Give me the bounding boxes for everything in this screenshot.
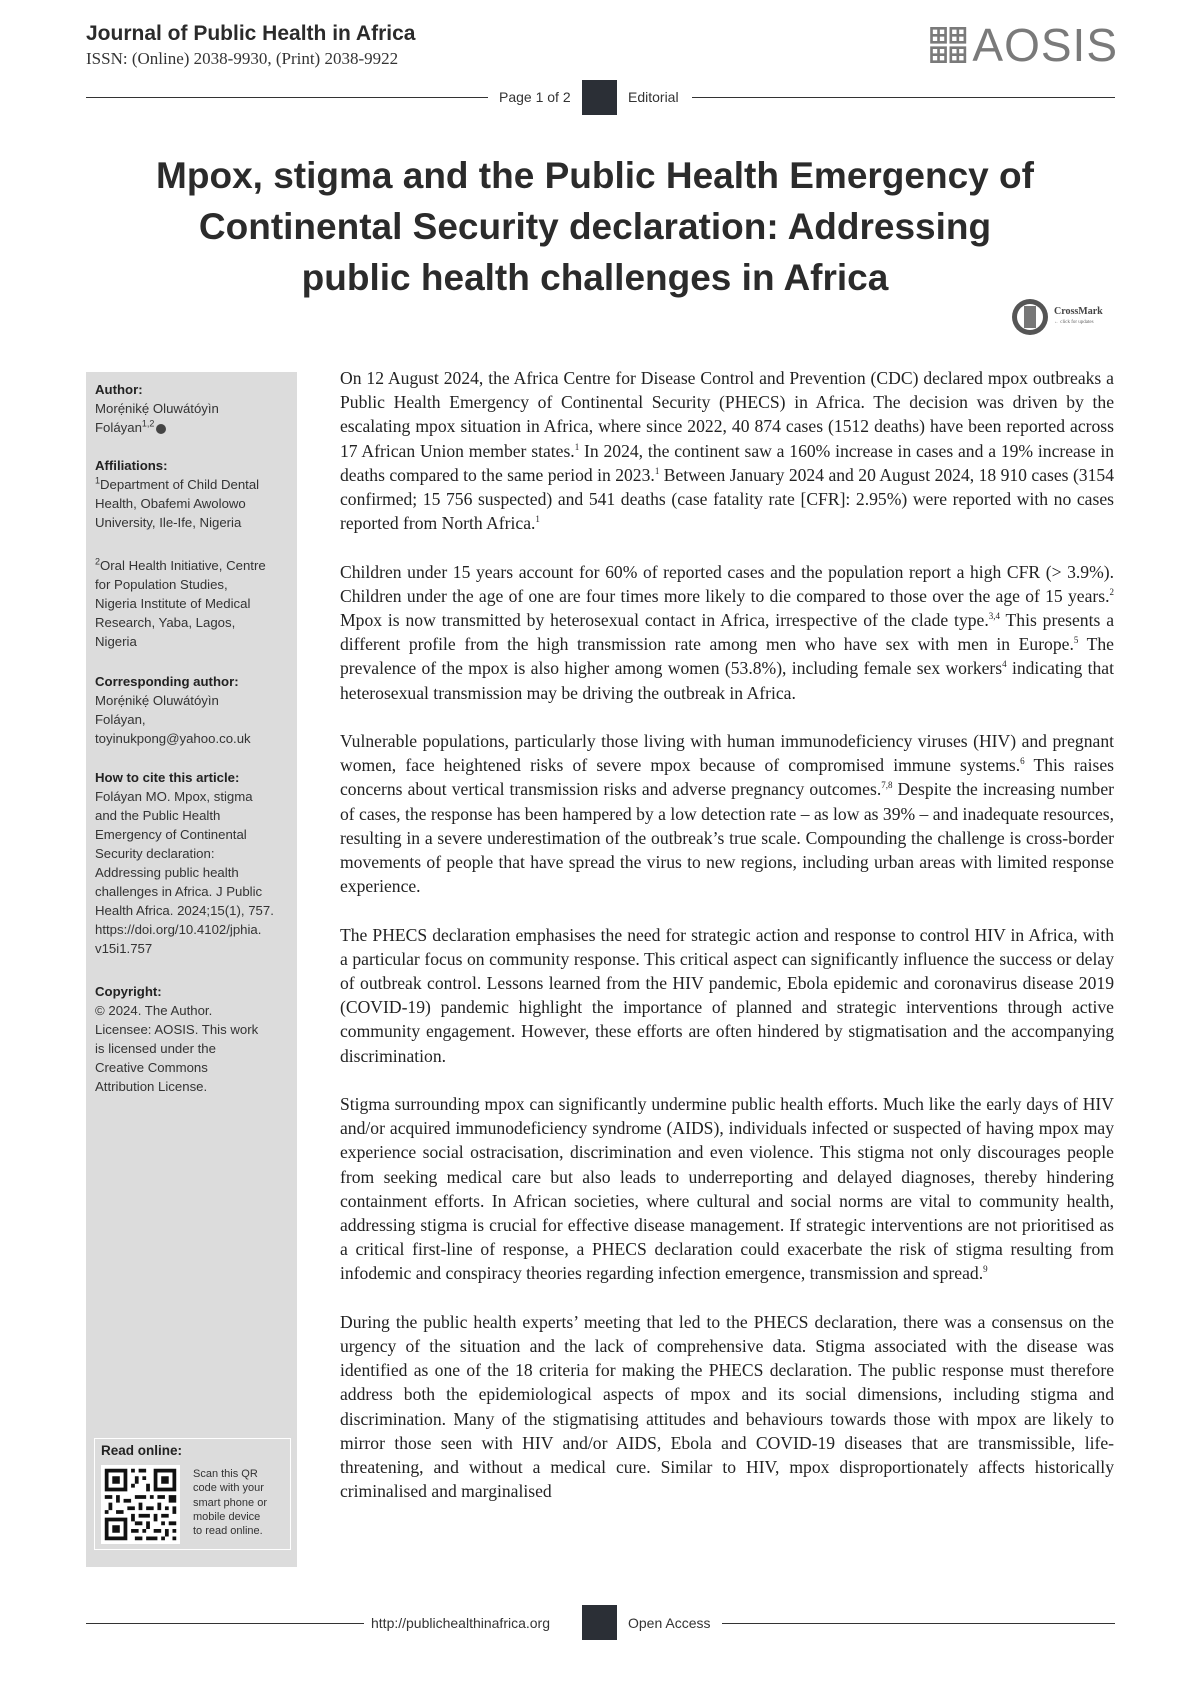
header-rule-right [692, 97, 1115, 98]
orcid-icon[interactable] [156, 424, 166, 434]
affiliation-2-block [95, 556, 295, 651]
crossmark-title: CrossMark [1054, 306, 1103, 317]
affiliation-text: Oral Health Initiative, Centre [100, 558, 266, 573]
citation-line: Health Africa. 2024;15(1), 757. [95, 903, 274, 918]
citation-line: challenges in Africa. J Public [95, 884, 263, 899]
author-block [95, 380, 295, 437]
crossmark-sub: ← click for updates [1054, 320, 1094, 325]
read-online-box [94, 1438, 291, 1550]
corresponding-author-email[interactable]: toyinukpong@yahoo.co.uk [95, 731, 251, 746]
qr-text-line: code with your [193, 1482, 264, 1495]
footer-rule-right [722, 1623, 1115, 1624]
journal-title: Journal of Public Health in Africa [86, 22, 416, 45]
affiliation-line: University, Ile-Ife, Nigeria [95, 515, 242, 530]
qr-code-icon [101, 1465, 180, 1544]
body-paragraph [340, 366, 1114, 535]
citation-line: Security declaration: [95, 846, 215, 861]
copyright-line: Licensee: AOSIS. This work [95, 1022, 259, 1037]
citation-line: Addressing public health [95, 865, 239, 880]
affiliations-heading: Affiliations: [95, 458, 168, 473]
qr-text-line: mobile device [193, 1510, 261, 1523]
doi-link[interactable]: https://doi.org/10.4102/jphia. [95, 922, 262, 937]
qr-text-line: Scan this QR [193, 1468, 258, 1480]
affiliation-line: Nigeria Institute of Medical [95, 596, 251, 611]
doi-link[interactable]: v15i1.757 [95, 941, 153, 956]
body-paragraph: During the public health experts’ meeting that led to the PHECS declaration, there was a consensus on the urgency of the situation and the lack of comprehensive data. Stigma associated with the disease was identified as one of the 18 criteria for making the PHECS declaration. The public response must therefore address both the epidemiological aspects of mpox and its social dimensions, including stigma and discrimination. Many of the stigmatising attitudes and behaviours towards those with mpox are likely to mirror those seen with HIV and/or AIDS, Ebola and COVID-19 diseases that are transmissible, life-threatening, and without a medical cure. Similar to HIV, mpox disproportionately affects historically criminalised and marginalised [340, 1311, 1114, 1502]
footer-rule-left [86, 1623, 364, 1624]
qr-code[interactable] [101, 1465, 180, 1544]
copyright-line: Creative Commons [95, 1060, 208, 1075]
corresponding-author-heading: Corresponding author: [95, 674, 239, 689]
body-text-run: Vulnerable populations, particularly those living with human immunodeficiency viruses (HIV) and pregnant women, face heightened risks of severe mpox because of compromised immune systems. [340, 731, 1114, 776]
body-paragraph: The PHECS declaration emphasises the need for strategic action and response to control HIV in Africa, with a particular focus on community response. This critical aspect can significantly influence the success or delay of outbreak control. Lessons learned from the HIV pandemic, Ebola epidemic and coronavirus disease 2019 (COVID-19) pandemic highlight the importance of planned and strategic interventions through active community engagement. However, these efforts are often hindered by stigmatisation and the accompanying discrimination. [340, 924, 1114, 1066]
body-text-run: The prevalence of the mpox is also higher among women (53.8%), including female sex workers [340, 634, 1114, 679]
body-text-run: indicating that heterosexual transmission may be driving the outbreak in Africa. [340, 658, 1114, 703]
corresponding-author-line: Foláyan, [95, 712, 146, 727]
title-line: Mpox, stigma and the Public Health Emergency of [156, 155, 1034, 196]
citation-ref[interactable]: 1 [535, 514, 540, 525]
affiliation-sup: 1 [95, 475, 101, 486]
qr-instructions [193, 1467, 288, 1538]
body-text-run: Stigma surrounding mpox can significantly undermine public health efforts. Much like the early days of HIV and/or acquired immunodeficiency syndrome (AIDS), individuals infected or suspected of having mpox may experience social ostracisation, discrimination and even violence. This stigma not only discourages people from seeking medical care but also leads to underreporting and delayed diagnoses, thereby hindering containment efforts. In African societies, where cultural and social norms are vital to community health, addressing stigma is crucial for effective disease management. If strategic interventions are not prioritised as a critical first-line of response, a PHECS declaration could exacerbate the risk of stigma resulting from infodemic and conspiracy theories regarding infection emergence, transmission and spread. [340, 1094, 1114, 1284]
affiliation-sup: 2 [95, 556, 101, 567]
body-text-run: Between January 2024 and 20 August 2024, 18 910 cases (3154 confirmed; 15 756 suspected) and 541 deaths (case fatality rate [CFR]: 2.95%) were reported with no cases reported from North Africa. [340, 464, 1114, 534]
body-paragraph [340, 729, 1114, 898]
citation-ref[interactable]: 7,8 [881, 780, 893, 791]
body-paragraph [340, 1092, 1114, 1286]
author-name-line [95, 418, 295, 437]
title-line: public health challenges in Africa [301, 257, 889, 298]
copyright-line: © 2024. The Author. [95, 1003, 213, 1018]
aosis-logo-text: AOSIS [972, 19, 1118, 71]
author-surname: Foláyan [95, 420, 142, 435]
author-heading: Author: [95, 382, 143, 397]
affiliation-line: for Population Studies, [95, 577, 228, 592]
affiliation-line: Research, Yaba, Lagos, [95, 615, 236, 630]
crossmark-label [1054, 306, 1103, 328]
open-access-label: Open Access [628, 1615, 711, 1631]
title-line: Continental Security declaration: Addressing [198, 206, 992, 247]
issn: ISSN: (Online) 2038-9930, (Print) 2038-9922 [86, 49, 399, 68]
citation-ref[interactable]: 4 [1002, 659, 1007, 670]
citation-ref[interactable]: 1 [574, 441, 580, 452]
affiliation-line: Health, Obafemi Awolowo [95, 496, 246, 511]
body-text-run: In 2024, the continent saw a 160% increase in cases and a 19% increase in deaths compared to the same period in 2023. [340, 440, 1115, 485]
body-text-run: Mpox is now transmitted by heterosexual contact in Africa, irrespective of the clade type. [340, 610, 989, 631]
citation-ref[interactable]: 3,4 [988, 611, 1000, 622]
journal-url[interactable]: http://publichealthinafrica.org [371, 1615, 550, 1631]
read-online-label: Read online: [101, 1443, 183, 1458]
citation-ref[interactable]: 1 [654, 465, 660, 476]
copyright-line: is licensed under the [95, 1041, 216, 1056]
body-text-run: Children under 15 years account for 60% of reported cases and the population report a high CFR (> 3.9%). Children under the age of one are four times more likely to die compared to those over the age of 15 years. [340, 561, 1114, 606]
body-text-run: This presents a different profile from the high transmission rate among men who have sex with men in Europe. [340, 610, 1115, 655]
body-text-run: On 12 August 2024, the Africa Centre for Disease Control and Prevention (CDC) declared mpox outbreaks a Public Health Emergency of Continental Security (PHECS) in Africa. The decision was driven by the escalating mpox situation in Africa, where since 2022, 40 874 cases (1512 deaths) have been reported across 17 African Union member states. [340, 368, 1114, 461]
citation-line: Foláyan MO. Mpox, stigma [95, 789, 253, 804]
affiliation-line: Nigeria [95, 634, 137, 649]
header-square [582, 80, 617, 115]
body-text-run: Despite the increasing number of cases, the response has been hampered by a low detection rate – as low as 39% – and inadequate resources, resulting in a severe underestimation of the outbreak’s true scale. Compounding the challenge is cross-border movements of people that have spread the virus to new regions, including urban areas with limited response experience. [340, 779, 1114, 897]
citation-block [95, 768, 295, 958]
qr-text-line: to read online. [193, 1525, 263, 1538]
citation-heading: How to cite this article: [95, 770, 240, 785]
publisher-logo[interactable] [928, 20, 1118, 70]
header-rule-left [86, 97, 488, 98]
author-affiliation-sup: 1,2 [141, 418, 155, 429]
affiliations-block [95, 456, 295, 532]
page-number: Page 1 of 2 [499, 89, 571, 105]
article-title [100, 150, 1090, 303]
crossmark-badge[interactable] [1010, 297, 1118, 337]
article-info-sidebar [86, 372, 297, 1567]
footer-square [582, 1605, 617, 1640]
corresponding-author-line: Morẹ́nikẹ́ Oluwátóyìn [95, 693, 219, 708]
copyright-heading: Copyright: [95, 984, 162, 999]
copyright-block [95, 982, 295, 1096]
crossmark-icon [1010, 297, 1050, 337]
affiliation-text: Department of Child Dental [100, 477, 260, 492]
body-text-run: This raises concerns about vertical transmission risks and adverse pregnancy outcomes. [340, 755, 1114, 800]
citation-line: Emergency of Continental [95, 827, 247, 842]
body-paragraph [340, 560, 1114, 705]
citation-ref[interactable]: 6 [1020, 756, 1025, 767]
copyright-line: Attribution License. [95, 1079, 208, 1094]
citation-ref[interactable]: 9 [983, 1264, 988, 1275]
citation-ref[interactable]: 2 [1109, 586, 1114, 597]
corresponding-author-block [95, 672, 295, 748]
citation-line: and the Public Health [95, 808, 221, 823]
qr-text-line: smart phone or [193, 1496, 267, 1509]
aosis-logo-icon [928, 22, 968, 68]
article-type: Editorial [628, 89, 679, 105]
affiliation-line [95, 475, 295, 494]
affiliation-line [95, 556, 295, 575]
author-name-line: Morẹ́nikẹ́ Oluwátóyìn [95, 401, 219, 416]
article-body [340, 366, 1114, 1503]
citation-ref[interactable]: 5 [1073, 635, 1079, 646]
